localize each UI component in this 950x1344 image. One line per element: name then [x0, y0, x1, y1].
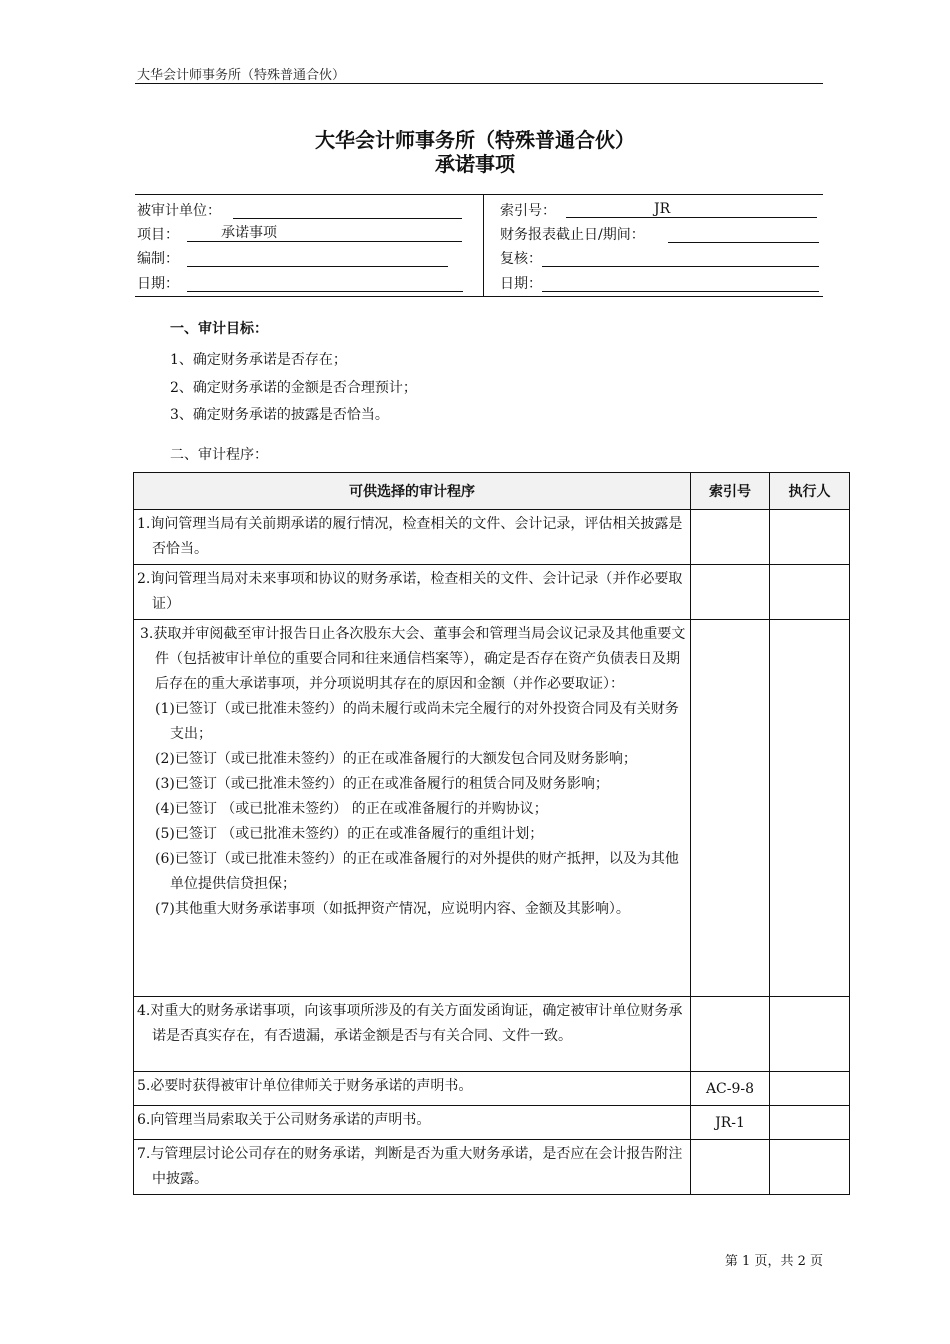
- info-bottom-rule: [135, 296, 823, 297]
- procedure-cell: [134, 1072, 691, 1106]
- objective-item: 1、确定财务承诺是否存在；: [170, 352, 347, 368]
- objective-item: 2、确定财务承诺的金额是否合理预计；: [170, 380, 417, 396]
- executor-cell[interactable]: [770, 1140, 850, 1195]
- document-subtitle: 承诺事项: [435, 152, 515, 176]
- index-cell[interactable]: [691, 510, 770, 565]
- procedure-cell: [134, 1106, 691, 1140]
- review-label: 复核：: [500, 251, 542, 267]
- procedure-cell: [134, 510, 691, 565]
- procedure-text: 3.获取并审阅截至审计报告日止各次股东大会、董事会和管理当局会议记录及其他重要文件（包括被审计单位的重要合同和往来通信档案等），确定是否存在资产负债表日及期后存在的重大承诺事项，并分项说明其存在的原因和金额（并作必要取证）：: [140, 626, 686, 692]
- info-divider: [483, 194, 484, 296]
- procedure-text: 4.对重大的财务承诺事项，向该事项所涉及的有关方面发函询证，确定被审计单位财务承诺是否真实存在，有否遗漏，承诺金额是否与有关合同、文件一致。: [137, 1003, 683, 1044]
- project-field[interactable]: 承诺事项: [187, 225, 462, 242]
- table-row: [134, 1072, 850, 1106]
- procedure-text: 1.询问管理当局有关前期承诺的履行情况，检查相关的文件、会计记录，评估相关披露是否恰当。: [137, 516, 683, 557]
- executor-cell[interactable]: [770, 1072, 850, 1106]
- procedure-subitem: (3)已签订（或已批准未签约）的正在或准备履行的租赁合同及财务影响；: [155, 776, 609, 792]
- procedure-cell: [134, 1140, 691, 1195]
- procedure-subitem: (6)已签订（或已批准未签约）的正在或准备履行的对外提供的财产抵押，以及为其他单位提供信贷担保；: [155, 851, 679, 892]
- executor-cell[interactable]: [770, 1106, 850, 1140]
- objectives-heading: 一、审计目标：: [170, 321, 268, 337]
- executor-cell[interactable]: [770, 997, 850, 1072]
- index-cell[interactable]: [691, 1140, 770, 1195]
- prepared-label: 编制：: [137, 251, 179, 267]
- page-number: 第 1 页，共 2 页: [724, 1254, 823, 1269]
- executor-cell[interactable]: [770, 510, 850, 565]
- date-left-field[interactable]: [187, 274, 463, 292]
- executor-cell[interactable]: [770, 565, 850, 620]
- index-cell[interactable]: [691, 620, 770, 997]
- audited-entity-label: 被审计单位：: [137, 203, 221, 219]
- table-row: [134, 620, 850, 997]
- objective-item: 3、确定财务承诺的披露是否恰当。: [170, 407, 389, 423]
- index-cell[interactable]: AC-9-8: [691, 1072, 770, 1106]
- procedure-subitem: (5)已签订 （或已批准未签约）的正在或准备履行的重组计划；: [155, 826, 544, 842]
- date-right-field[interactable]: [542, 274, 819, 292]
- executor-cell[interactable]: [770, 620, 850, 997]
- procedures-heading: 二、审计程序：: [170, 447, 268, 463]
- period-label: 财务报表截止日/期间：: [500, 227, 645, 243]
- table-row: [134, 1140, 850, 1195]
- index-cell[interactable]: [691, 997, 770, 1072]
- index-cell[interactable]: JR-1: [691, 1106, 770, 1140]
- audited-entity-field[interactable]: [233, 201, 462, 219]
- review-field[interactable]: [542, 249, 819, 267]
- procedure-text: 2.询问管理当局对未来事项和协议的财务承诺，检查相关的文件、会计记录（并作必要取证）: [137, 571, 683, 612]
- procedures-table: [133, 472, 850, 1195]
- index-label: 索引号：: [500, 203, 556, 219]
- index-cell[interactable]: [691, 565, 770, 620]
- table-row: [134, 997, 850, 1072]
- index-field[interactable]: JR: [566, 201, 817, 218]
- project-label: 项目：: [137, 227, 179, 243]
- column-header-index: 索引号: [691, 473, 770, 510]
- procedure-text: 6.向管理当局索取关于公司财务承诺的声明书。: [137, 1112, 431, 1128]
- procedure-text: 5.必要时获得被审计单位律师关于财务承诺的声明书。: [137, 1078, 473, 1094]
- date-right-label: 日期：: [500, 276, 542, 292]
- table-header-row: [134, 473, 850, 510]
- procedure-text: 7.与管理层讨论公司存在的财务承诺，判断是否为重大财务承诺，是否应在会计报告附注中披露。: [137, 1146, 683, 1187]
- period-field[interactable]: [668, 225, 819, 243]
- procedure-cell: [134, 620, 691, 997]
- procedure-subitem: (1)已签订（或已批准未签约）的尚未履行或尚未完全履行的对外投资合同及有关财务支出；: [155, 701, 679, 742]
- prepared-field[interactable]: [187, 249, 448, 267]
- table-row: [134, 1106, 850, 1140]
- column-header-procedure: 可供选择的审计程序: [134, 473, 691, 510]
- date-left-label: 日期：: [137, 276, 179, 292]
- procedure-subitem: (7)其他重大财务承诺事项（如抵押资产情况，应说明内容、金额及其影响）。: [155, 901, 630, 917]
- column-header-executor: 执行人: [770, 473, 850, 510]
- procedure-cell: [134, 997, 691, 1072]
- document-title: 大华会计师事务所（特殊普通合伙）: [315, 128, 635, 152]
- table-row: [134, 510, 850, 565]
- procedure-subitem: (4)已签订 （或已批准未签约） 的正在或准备履行的并购协议；: [155, 801, 548, 817]
- header-rule: [135, 83, 823, 84]
- info-top-rule: [135, 194, 823, 195]
- header-firm-name: 大华会计师事务所（特殊普通合伙）: [137, 68, 346, 83]
- procedure-cell: [134, 565, 691, 620]
- table-row: [134, 565, 850, 620]
- procedure-subitem: (2)已签订（或已批准未签约）的正在或准备履行的大额发包合同及财务影响；: [155, 751, 637, 767]
